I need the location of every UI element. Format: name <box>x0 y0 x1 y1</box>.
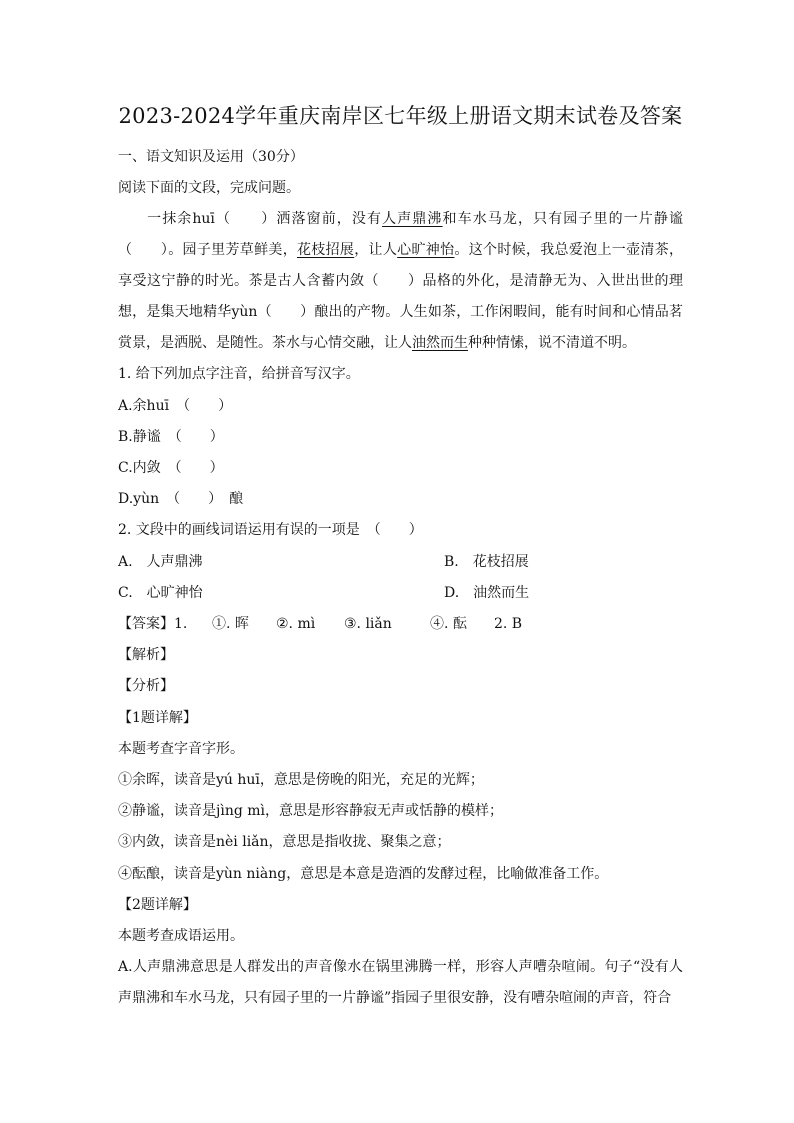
question-2-option-c: C. 心旷神怡 <box>118 584 203 601</box>
question-1-option-c: C.内敛 （ ） <box>118 460 224 477</box>
question-2-option-b: B. 花枝招展 <box>444 553 529 570</box>
answer-item: ②. mì <box>276 616 316 633</box>
underlined-idiom: 油然而生 <box>412 335 468 352</box>
answer-q1-number: 1. <box>174 616 188 633</box>
question-2-option-d: D. 油然而生 <box>444 584 530 601</box>
question-2-options-row <box>118 547 683 578</box>
detail-2-label: 【2题详解】 <box>118 896 197 913</box>
question-2-option-a: A. 人声鼎沸 <box>118 553 203 570</box>
detail-1-line: ①余晖，读音是yú huī，意思是傍晚的阳光，充足的光辉； <box>118 772 484 789</box>
passage-text: 种种情愫，说不清道不明。 <box>468 335 636 352</box>
passage-text: 。这个时候，我总爱泡上一壶清茶，享受这宁静的时光。茶是古人含蓄内敛（ ）品格的外化，是清静无为、入世出世的理想，是集天地精华yùn（ ）酿出的产物。人生如茶，工作闲暇间，能有时间和心情品茗赏景，是洒脱、是随性。茶水与心情交融，让人 <box>118 242 684 352</box>
detail-2-intro: 本题考查成语运用。 <box>118 928 244 945</box>
detail-2-text: A.人声鼎沸意思是人群发出的声音像水在锅里沸腾一样，形容人声嘈杂喧闹。句子“没有人声鼎沸和车水马龙，只有园子里的一片静谧”指园子里很安静，没有嘈杂喧闹的声音，符合 <box>118 959 683 1007</box>
question-1-option-b: B.静谧 （ ） <box>118 428 224 445</box>
answer-item: ④. 酝 <box>430 616 467 633</box>
document-page <box>118 100 683 1014</box>
detail-1-label: 【1题详解】 <box>118 709 197 726</box>
question-2-stem: 2. 文段中的画线词语运用有误的一项是 （ ） <box>118 522 423 539</box>
detail-1-line: ②静谧，读音是jìng mì，意思是形容静寂无声或恬静的模样； <box>118 803 503 820</box>
answer-item: ③. liǎn <box>344 616 392 633</box>
answer-label: 【答案】 <box>118 616 174 633</box>
question-1-stem: 1. 给下列加点字注音，给拼音写汉字。 <box>118 366 360 383</box>
answer-line <box>118 609 683 640</box>
underlined-idiom: 花枝招展 <box>297 242 355 259</box>
answer-q2: 2. B <box>494 616 523 633</box>
question-2-options-row <box>118 578 683 609</box>
underlined-idiom: 人声鼎沸 <box>382 211 443 228</box>
fenxi-label: 【分析】 <box>118 678 174 695</box>
detail-1-intro: 本题考查字音字形。 <box>118 740 244 757</box>
passage-text: ，让人 <box>354 242 398 259</box>
reading-passage <box>118 204 683 359</box>
section-heading: 一、语文知识及运用（30分） <box>118 149 304 165</box>
document-title: 2023-2024学年重庆南岸区七年级上册语文期末试卷及答案 <box>118 104 683 128</box>
question-1-option-a: A.余huī （ ） <box>118 397 233 414</box>
analysis-label: 【解析】 <box>118 647 174 664</box>
reading-instruction: 阅读下面的文段，完成问题。 <box>118 180 300 197</box>
detail-1-line: ③内敛，读音是nèi liǎn，意思是指收拢、聚集之意； <box>118 834 451 851</box>
passage-text: 和车水马龙，只有园子里的一片静谧（ ）。园子里芳草鲜美， <box>118 211 684 259</box>
answer-item: ①. 晖 <box>212 616 249 633</box>
question-1-option-d: D.yùn （ ） 酿 <box>118 491 244 508</box>
passage-text: 一抹余huī（ ）洒落窗前，没有 <box>146 211 383 228</box>
detail-1-line: ④酝酿，读音是yùn niàng，意思是本意是造酒的发酵过程，比喻做准备工作。 <box>118 865 609 882</box>
underlined-idiom: 心旷神怡 <box>397 242 455 259</box>
